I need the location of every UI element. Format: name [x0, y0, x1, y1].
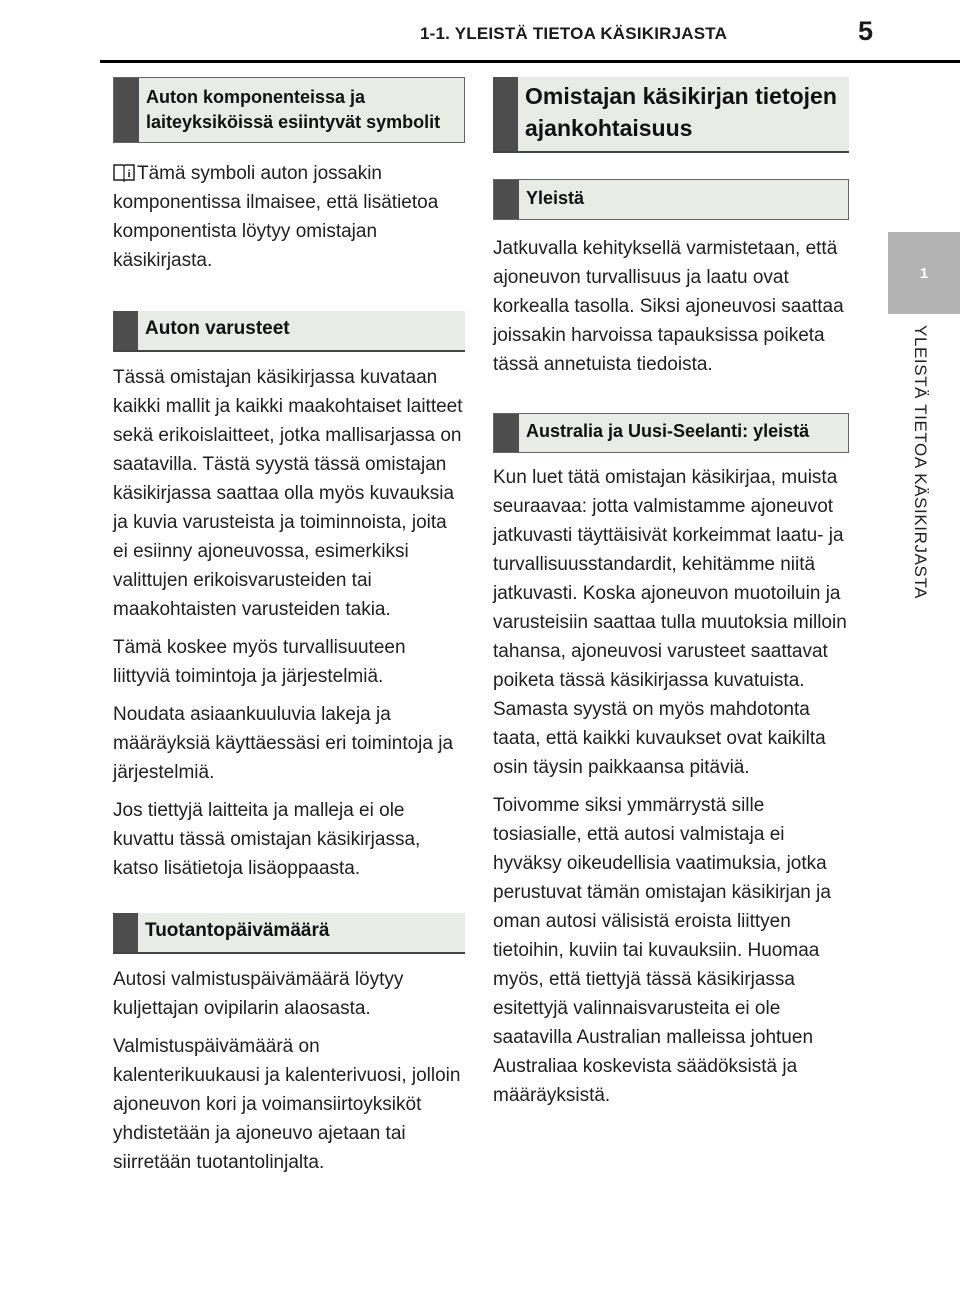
equipment-paragraph-1: Tässä omistajan käsikirjassa kuvataan kaikki mallit ja kaikki maakohtaiset laitteet sekä erikoislaitteet, jotka mallisarjassa on saatavilla. Tästä syystä tässä omistajan käsikirjassa saattaa olla myös kuvauksia ja kuvia varusteista ja toiminnoista, joita ei esiinny ajoneuvossa, esimerkiksi valittujen erikoisvarusteiden tai maakohtaisten varusteiden takia.	[113, 367, 463, 620]
equipment-paragraph-2: Tämä koskee myös turvallisuuteen liittyviä toimintoja ja järjestelmiä.	[113, 637, 406, 687]
section-heading-production: Tuotantopäivämäärä	[113, 913, 465, 954]
right-column	[493, 77, 849, 1110]
page-number: 5	[858, 16, 874, 46]
australia-paragraph-1: Kun luet tätä omistajan käsikirjaa, muista seuraavaa: jotta valmistamme ajoneuvot jatkuvasti täyttäisivät korkeimmat laatu- ja turvallisuusstandardit, kehitämme niitä jatkuvasti. Koska ajoneuvon muotoiluin ja varusteisiin saattaa tulla muutoksia milloin tahansa, ajoneuvosi varusteet saattavat poiketa tässä käsikirjassa kuvatuista. Samasta syystä on myös mahdotonta taata, että kaikki kuvaukset ovat kaikilta osin täysin paikkaansa pitäviä.	[493, 467, 847, 778]
chapter-tab-number: 1	[919, 264, 929, 282]
production-paragraph-2: Valmistuspäivämäärä on kalenterikuukausi ja kalenterivuosi, jolloin ajoneuvon kori ja voimansiirtoyksiköt yhdistetään ja ajoneuvo ajetaan tai siirretään tuotantolinjalta.	[113, 1036, 461, 1173]
section-heading-general: Yleistä	[493, 179, 849, 220]
book-icon	[113, 162, 135, 182]
section-heading-australia: Australia ja Uusi-Seelanti: yleistä	[493, 413, 849, 453]
section-heading-currency: Omistajan käsikirjan tietojen ajankohtaisuus	[493, 77, 849, 153]
symbols-text: Tämä symboli auton jossakin komponentissa ilmaisee, että lisätietoa komponentista löytyy omistajan käsikirjasta.	[113, 163, 439, 271]
production-paragraph-1: Autosi valmistuspäivämäärä löytyy kuljettajan ovipilarin alaosasta.	[113, 969, 404, 1019]
header-divider	[100, 60, 960, 63]
running-header-title: 1-1. YLEISTÄ TIETOA KÄSIKIRJASTA	[420, 24, 728, 43]
section-heading-symbols: Auton komponenteissa ja laiteyksiköissä esiintyvät symbolit	[113, 77, 465, 143]
general-paragraph: Jatkuvalla kehityksellä varmistetaan, että ajoneuvon turvallisuus ja laatu ovat korkealla tasolla. Siksi ajoneuvosi saattaa joissakin harvoissa tapauksissa poiketa tässä annetuista tiedoista.	[493, 238, 844, 375]
chapter-tab[interactable]	[888, 232, 960, 314]
australia-paragraph-2: Toivomme siksi ymmärrystä sille tosiasialle, että autosi valmistaja ei hyväksy oikeudellisia vaatimuksia, jotka perustuvat tämän omistajan käsikirjan ja oman autosi välisistä eroista liittyen tietoihin, kuviin tai kuvauksiin. Huomaa myös, että tiettyjä tässä käsikirjassa esitettyjä valinnaisvarusteita ei ole saatavilla Australian malleissa johtuen Australiaa koskevista säädöksistä ja määräyksistä.	[493, 795, 831, 1106]
section-heading-equipment: Auton varusteet	[113, 311, 465, 352]
chapter-side-title: YLEISTÄ TIETOA KÄSIKIRJASTA	[911, 325, 930, 600]
svg-text:i: i	[127, 168, 131, 180]
equipment-paragraph-3: Noudata asiaankuuluvia lakeja ja määräyksiä käyttäessäsi eri toimintoja ja järjestelmiä.	[113, 704, 454, 783]
symbols-paragraph	[113, 159, 465, 275]
left-column	[113, 77, 465, 1177]
equipment-paragraph-4: Jos tiettyjä laitteita ja malleja ei ole kuvattu tässä omistajan käsikirjassa, katso lisätietoja lisäoppaasta.	[113, 800, 421, 879]
